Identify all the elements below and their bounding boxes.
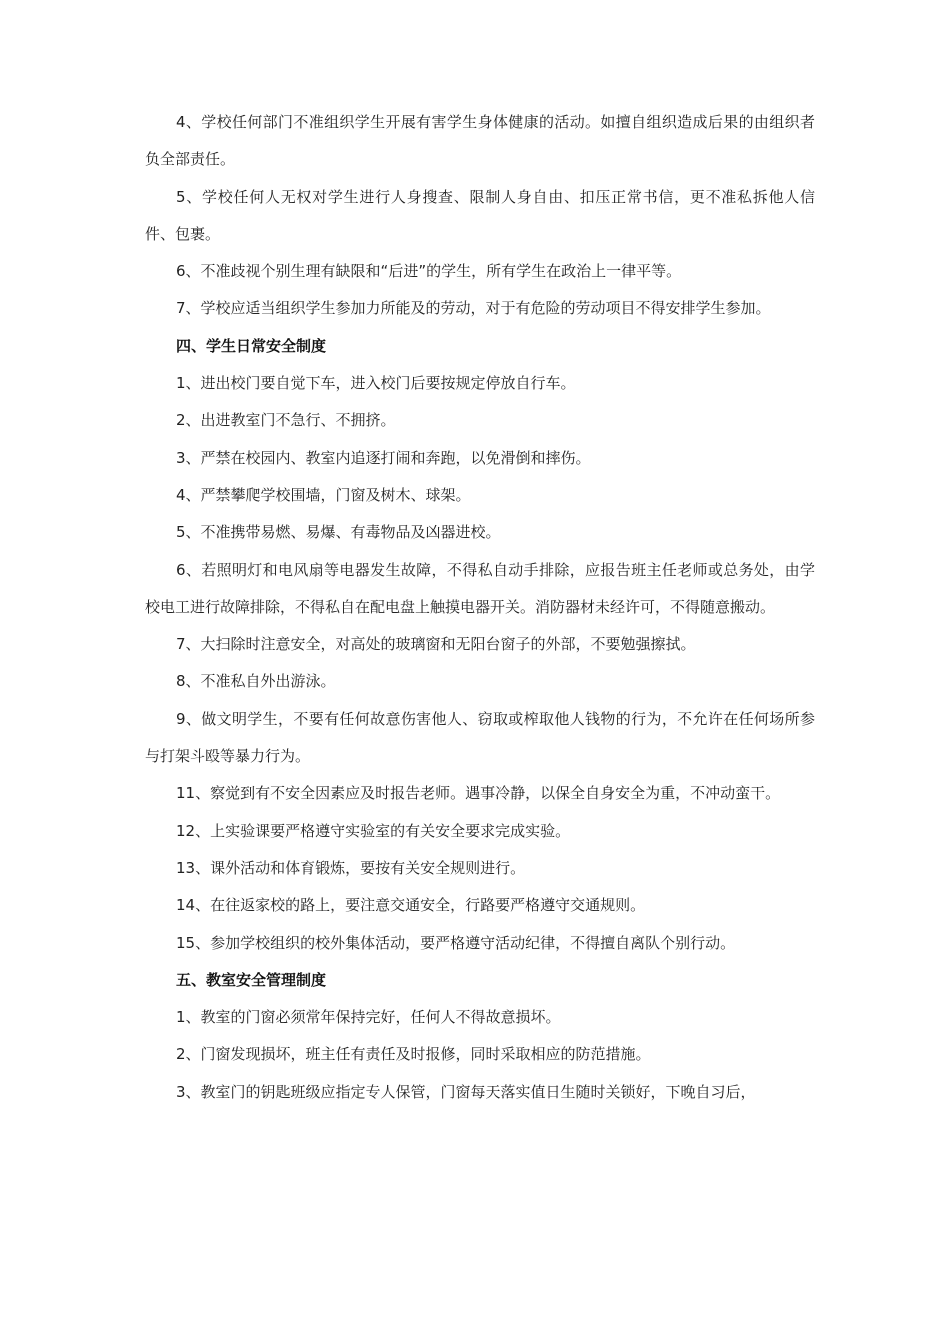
paragraph-daily-6: 6、若照明灯和电风扇等电器发生故障，不得私自动手排除，应报告班主任老师或总务处，由学校电工进行故障排除，不得私自在配电盘上触摸电器开关。消防器材未经许可，不得随意搬动。 (145, 560, 815, 616)
paragraph-rule-7: 7、学校应适当组织学生参加力所能及的劳动，对于有危险的劳动项目不得安排学生参加。 (176, 299, 771, 318)
paragraph-daily-2: 2、出进教室门不急行、不拥挤。 (176, 411, 396, 430)
paragraph-daily-8: 8、不准私自外出游泳。 (176, 672, 336, 691)
section-heading-4: 四、学生日常安全制度 (176, 336, 327, 355)
paragraph-classroom-1: 1、教室的门窗必须常年保持完好，任何人不得故意损坏。 (176, 1008, 561, 1027)
paragraph-classroom-2: 2、门窗发现损坏，班主任有责任及时报修，同时采取相应的防范措施。 (176, 1045, 651, 1064)
paragraph-daily-14: 14、在往返家校的路上，要注意交通安全，行路要严格遵守交通规则。 (176, 896, 646, 915)
paragraph-rule-6: 6、不准歧视个别生理有缺限和“后进”的学生，所有学生在政治上一律平等。 (176, 262, 682, 281)
paragraph-daily-12: 12、上实验课要严格遵守实验室的有关安全要求完成实验。 (176, 821, 571, 840)
paragraph-daily-11: 11、察觉到有不安全因素应及时报告老师。遇事冷静，以保全自身安全为重，不冲动蛮干。 (176, 784, 781, 803)
paragraph-rule-4: 4、学校任何部门不准组织学生开展有害学生身体健康的活动。如擅自组织造成后果的由组织者负全部责任。 (145, 113, 815, 169)
paragraph-daily-13: 13、课外活动和体育锻炼，要按有关安全规则进行。 (176, 858, 526, 877)
paragraph-rule-5: 5、学校任何人无权对学生进行人身搜查、限制人身自由、扣压正常书信，更不准私拆他人信件、包裹。 (145, 187, 815, 243)
paragraph-daily-9: 9、做文明学生，不要有任何故意伤害他人、窃取或榨取他人钱物的行为，不允许在任何场所参与打架斗殴等暴力行为。 (145, 709, 815, 766)
paragraph-daily-15: 15、参加学校组织的校外集体活动，要严格遵守活动纪律，不得擅自离队个别行动。 (176, 933, 736, 952)
paragraph-classroom-3: 3、教室门的钥匙班级应指定专人保管，门窗每天落实值日生随时关锁好，下晚自习后， (176, 1082, 756, 1101)
paragraph-daily-3: 3、严禁在校园内、教室内追逐打闹和奔跑，以免滑倒和摔伤。 (176, 448, 591, 467)
paragraph-daily-4: 4、严禁攀爬学校围墙，门窗及树木、球架。 (176, 485, 471, 504)
document-body (145, 104, 815, 1111)
paragraph-daily-7: 7、大扫除时注意安全，对高处的玻璃窗和无阳台窗子的外部，不要勉强擦拭。 (176, 635, 696, 654)
paragraph-daily-5: 5、不准携带易燃、易爆、有毒物品及凶器进校。 (176, 523, 501, 542)
section-heading-5: 五、教室安全管理制度 (176, 970, 327, 989)
paragraph-daily-1: 1、进出校门要自觉下车，进入校门后要按规定停放自行车。 (176, 374, 576, 393)
